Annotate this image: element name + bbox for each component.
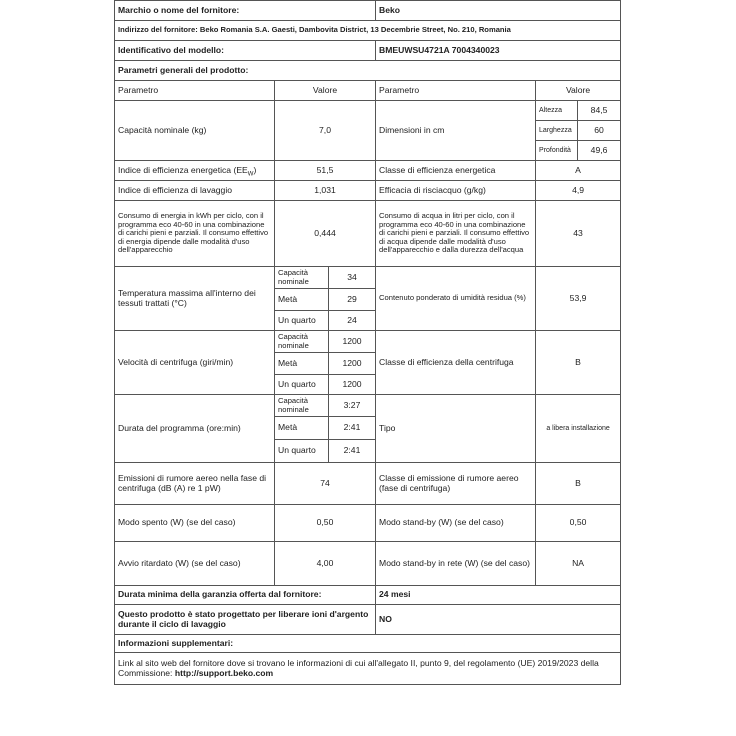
noise-label: Emissioni di rumore aereo nella fase di centrifuga (dB (A) re 1 pW) bbox=[115, 463, 275, 505]
model-label: Identificativo del modello: bbox=[115, 41, 376, 61]
temp-half-value: 29 bbox=[329, 289, 376, 311]
silver-ions-value: NO bbox=[376, 605, 621, 635]
energy-class-label: Classe di efficienza energetica bbox=[376, 161, 536, 181]
energy-class-value: A bbox=[536, 161, 621, 181]
wash-index-value: 1,031 bbox=[275, 181, 376, 201]
supplier-address bbox=[115, 21, 621, 41]
spin-rated-label: Capacità nominale bbox=[275, 331, 329, 353]
type-value: a libera installazione bbox=[536, 395, 621, 463]
rinse-label: Efficacia di risciacquo (g/kg) bbox=[376, 181, 536, 201]
additional-info-label: Informazioni supplementari: bbox=[115, 635, 621, 653]
network-standby-value: NA bbox=[536, 542, 621, 586]
energy-consumption-value: 0,444 bbox=[275, 201, 376, 267]
temp-rated-value: 34 bbox=[329, 267, 376, 289]
address-label: Indirizzo del fornitore: bbox=[118, 25, 198, 35]
duration-half-value: 2:41 bbox=[329, 417, 376, 440]
info-table bbox=[114, 0, 621, 685]
spin-rated-value: 1200 bbox=[329, 331, 376, 353]
duration-label: Durata del programma (ore:min) bbox=[115, 395, 275, 463]
rinse-value: 4,9 bbox=[536, 181, 621, 201]
height-label: Altezza bbox=[536, 101, 578, 121]
wash-index-label: Indice di efficienza di lavaggio bbox=[115, 181, 275, 201]
temperature-label: Temperatura massima all'interno dei tessuti trattati (°C) bbox=[115, 267, 275, 331]
water-consumption-label: Consumo di acqua in litri per ciclo, con il programma eco 40-60 in una combinazione di carichi pieni e parziali. Il consumo effettivo di acqua dipende dalle modalità d'uso dell'apparecchio e dalla durezza dell'acqua bbox=[376, 201, 536, 267]
depth-value: 49,6 bbox=[578, 141, 621, 161]
general-parameters-label: Parametri generali del prodotto: bbox=[115, 61, 621, 81]
warranty-value: 24 mesi bbox=[376, 586, 621, 605]
column-value: Valore bbox=[275, 81, 376, 101]
eei-value: 51,5 bbox=[275, 161, 376, 181]
network-standby-label: Modo stand-by in rete (W) (se del caso) bbox=[376, 542, 536, 586]
additional-info-text bbox=[115, 653, 621, 685]
spin-speed-label: Velocità di centrifuga (giri/min) bbox=[115, 331, 275, 395]
column-param: Parametro bbox=[115, 81, 275, 101]
temp-rated-label: Capacità nominale bbox=[275, 267, 329, 289]
supplier-value: Beko bbox=[376, 1, 621, 21]
info-text: Link al sito web del fornitore dove si trovano le informazioni di cui all'allegato II, punto 9, del regolamento (UE) 2019/2023 della Commissione: bbox=[118, 657, 599, 678]
model-value: BMEUWSU4721A 7004340023 bbox=[376, 41, 621, 61]
delay-start-label: Avvio ritardato (W) (se del caso) bbox=[115, 542, 275, 586]
silver-ions-label: Questo prodotto è stato progettato per liberare ioni d'argento durante il ciclo di lavaggio bbox=[115, 605, 376, 635]
dimensions-label: Dimensioni in cm bbox=[376, 101, 536, 161]
support-link[interactable]: http://support.beko.com bbox=[174, 667, 274, 678]
spin-quarter-label: Un quarto bbox=[275, 375, 329, 395]
spin-class-value: B bbox=[536, 331, 621, 395]
address-value: Beko Romania S.A. Gaesti, Dambovita District, 13 Decembrie Street, No. 210, Romania bbox=[199, 25, 511, 35]
temp-half-label: Metà bbox=[275, 289, 329, 311]
capacity-value: 7,0 bbox=[275, 101, 376, 161]
noise-class-label: Classe di emissione di rumore aereo (fase di centrifuga) bbox=[376, 463, 536, 505]
water-consumption-value: 43 bbox=[536, 201, 621, 267]
supplier-label: Marchio o nome del fornitore: bbox=[115, 1, 376, 21]
depth-label: Profondità bbox=[536, 141, 578, 161]
off-mode-label: Modo spento (W) (se del caso) bbox=[115, 505, 275, 542]
warranty-label: Durata minima della garanzia offerta dal fornitore: bbox=[115, 586, 376, 605]
spin-half-label: Metà bbox=[275, 353, 329, 375]
noise-value: 74 bbox=[275, 463, 376, 505]
duration-rated-label: Capacità nominale bbox=[275, 395, 329, 417]
moisture-label: Contenuto ponderato di umidità residua (%) bbox=[376, 267, 536, 331]
off-mode-value: 0,50 bbox=[275, 505, 376, 542]
temp-quarter-value: 24 bbox=[329, 311, 376, 331]
column-param-2: Parametro bbox=[376, 81, 536, 101]
width-label: Larghezza bbox=[536, 121, 578, 141]
eei-label: Indice di efficienza energetica $(EE_W)$ bbox=[115, 161, 275, 181]
duration-half-label: Metà bbox=[275, 417, 329, 440]
width-value: 60 bbox=[578, 121, 621, 141]
column-value-2: Valore bbox=[536, 81, 621, 101]
spin-half-value: 1200 bbox=[329, 353, 376, 375]
delay-start-value: 4,00 bbox=[275, 542, 376, 586]
duration-quarter-label: Un quarto bbox=[275, 440, 329, 463]
standby-value: 0,50 bbox=[536, 505, 621, 542]
capacity-label: Capacità nominale (kg) bbox=[115, 101, 275, 161]
product-information-sheet bbox=[114, 0, 620, 736]
temp-quarter-label: Un quarto bbox=[275, 311, 329, 331]
noise-class-value: B bbox=[536, 463, 621, 505]
type-label: Tipo bbox=[376, 395, 536, 463]
spin-quarter-value: 1200 bbox=[329, 375, 376, 395]
moisture-value: 53,9 bbox=[536, 267, 621, 331]
height-value: 84,5 bbox=[578, 101, 621, 121]
duration-quarter-value: 2:41 bbox=[329, 440, 376, 463]
duration-rated-value: 3:27 bbox=[329, 395, 376, 417]
spin-class-label: Classe di efficienza della centrifuga bbox=[376, 331, 536, 395]
standby-label: Modo stand-by (W) (se del caso) bbox=[376, 505, 536, 542]
energy-consumption-label: Consumo di energia in kWh per ciclo, con il programma eco 40-60 in una combinazione di carichi pieni e parziali. Il consumo effettivo di energia dipende dalle modalità d'uso dell'apparecchio bbox=[115, 201, 275, 267]
